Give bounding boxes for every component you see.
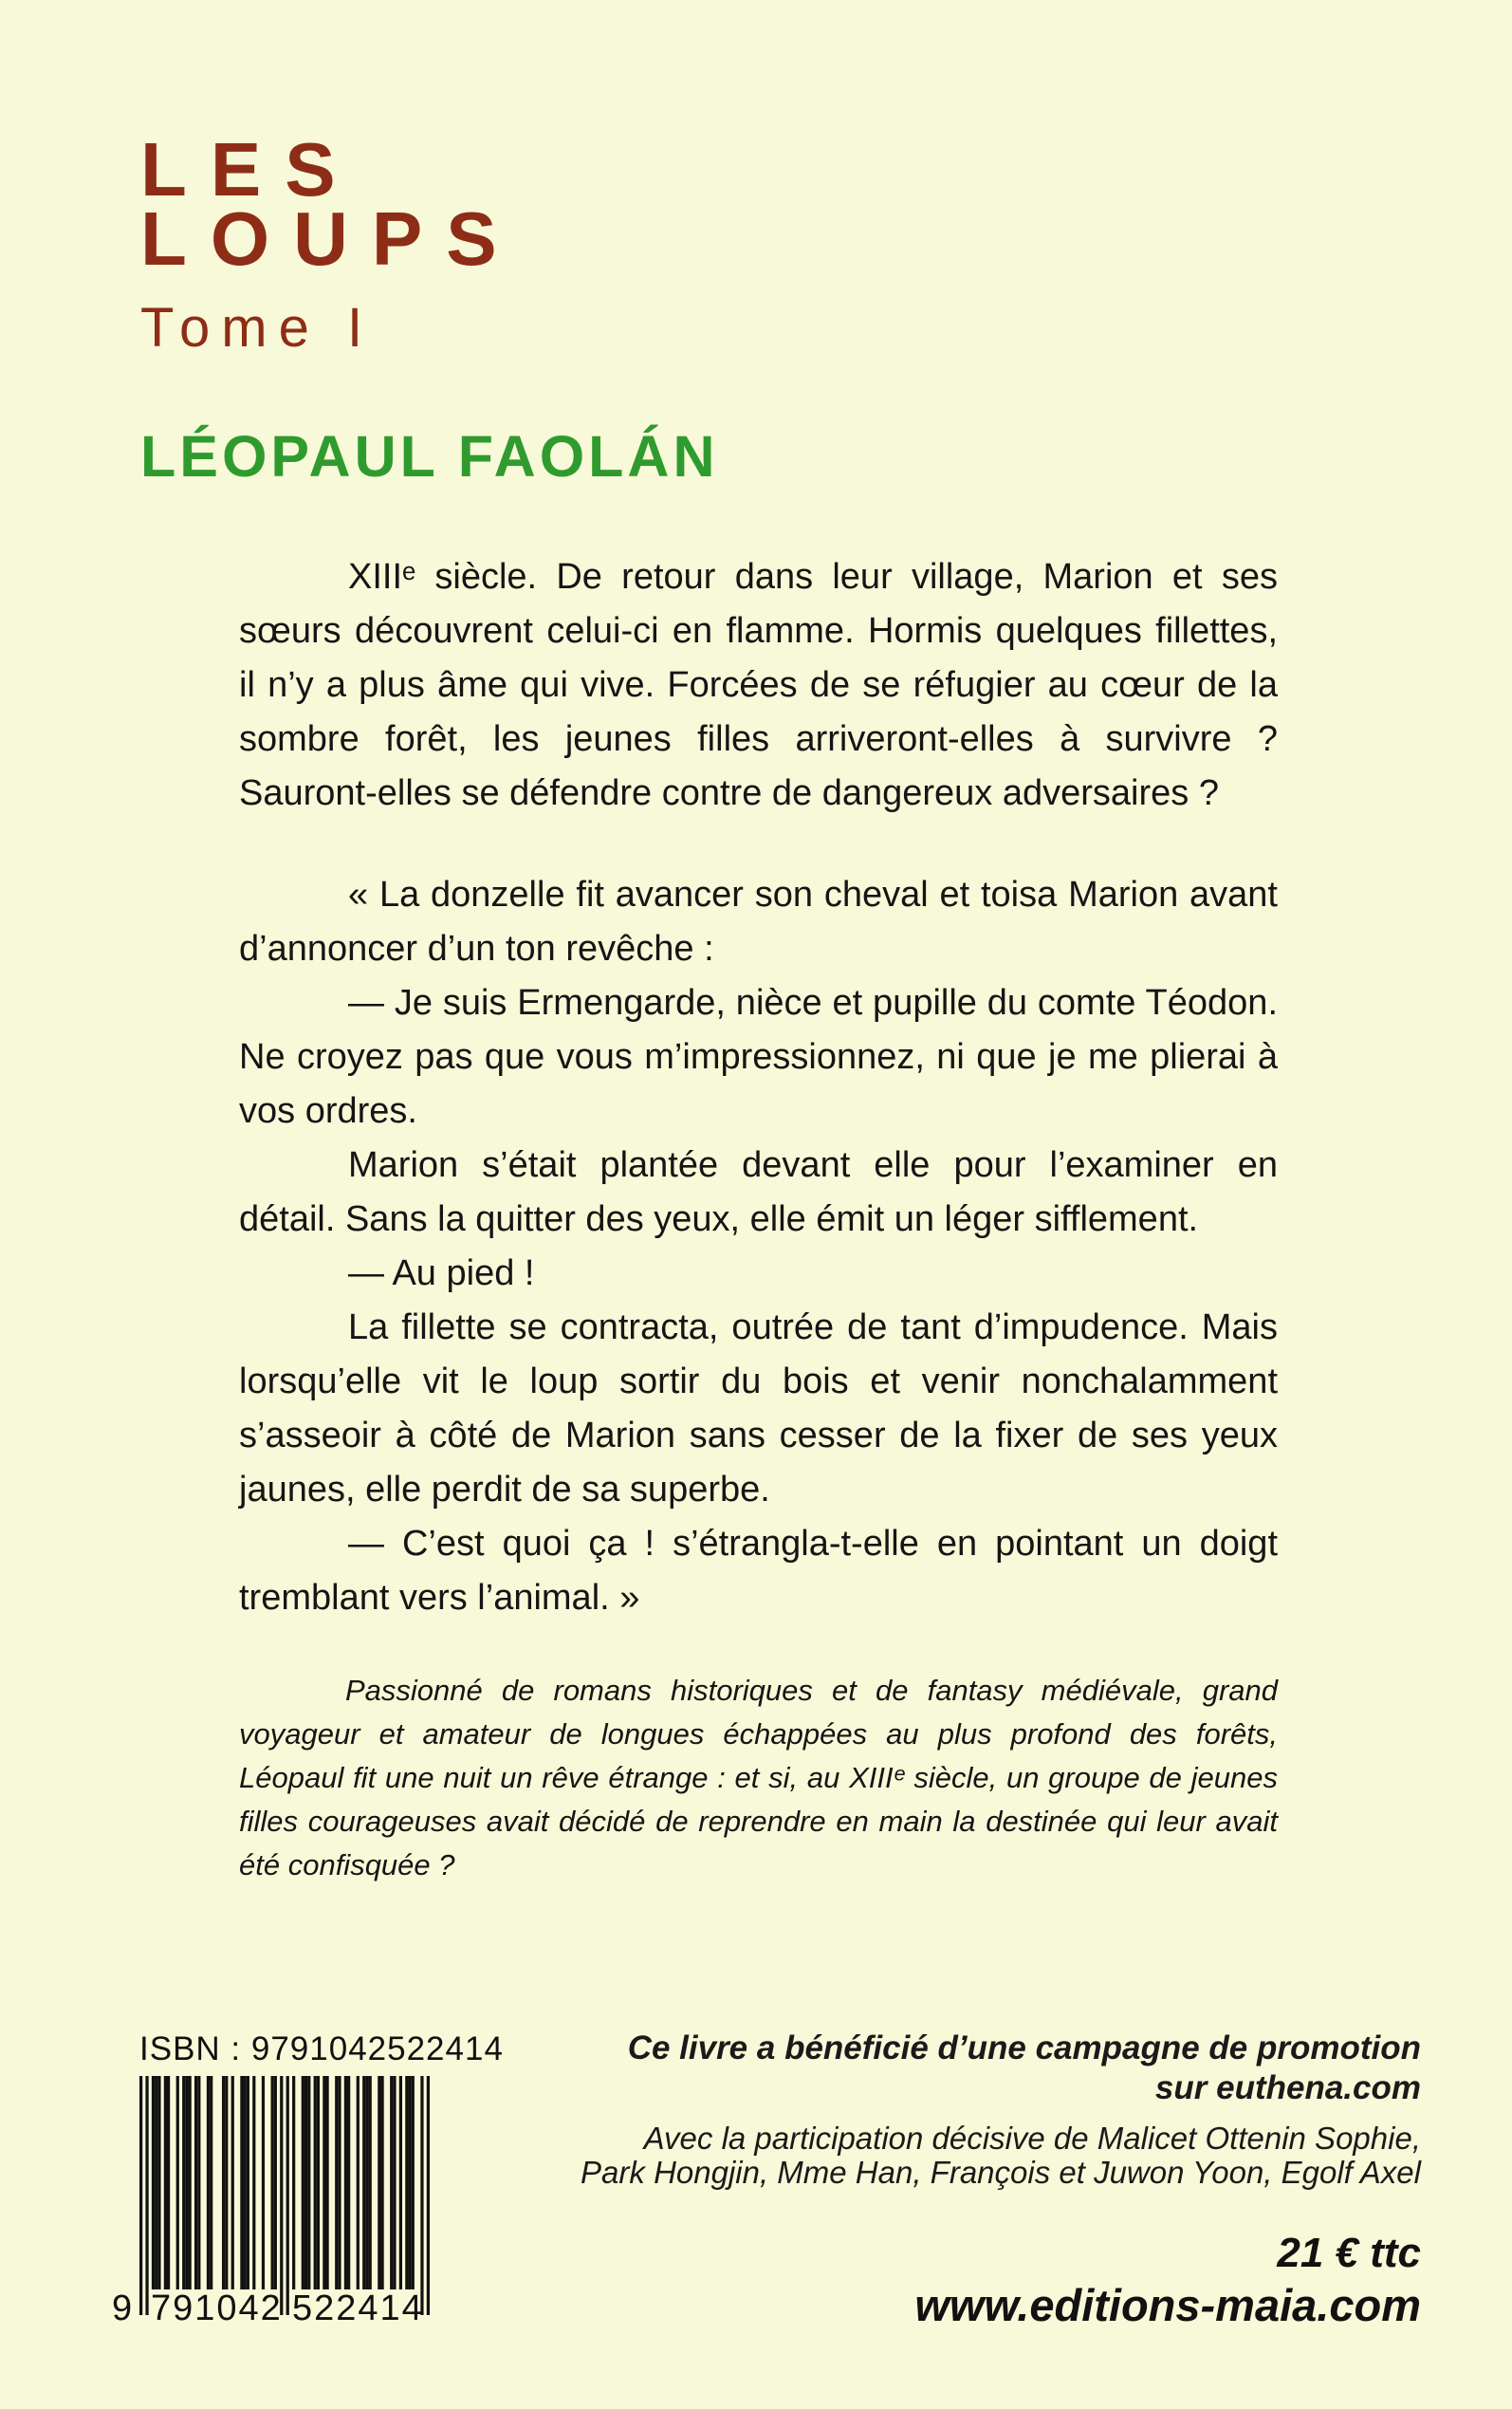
paragraph: XIIIᵉ siècle. De retour dans leur village, Marion et ses sœurs découvrent celui-ci en flamme. Hormis quelques fillettes, il n’y a plus âme qui vive. Forcées de se réfugier au cœur de la sombre forêt, les jeunes filles arriveront-elles à survivre ? Sauront-elles se défendre contre de dangereux adversaires ? bbox=[239, 557, 1278, 813]
book-title-line1: LES bbox=[140, 127, 360, 212]
book-title bbox=[140, 127, 521, 281]
promotion-block bbox=[581, 2029, 1421, 2190]
barcode-digit-group: 791042 bbox=[151, 2289, 283, 2328]
book-title-line2: LOUPS bbox=[140, 196, 521, 281]
paragraph: — Je suis Ermengarde, nièce et pupille du comte Téodon. Ne croyez pas que vous m’impressionnez, ni que je me plierai à vos ordres. bbox=[239, 983, 1278, 1131]
paragraph: La fillette se contracta, outrée de tant d’impudence. Mais lorsqu’elle vit le loup sortir du bois et venir nonchalamment s’asseoir à côté de Marion sans cesser de la fixer de ses yeux jaunes, elle perdit de sa superbe. bbox=[239, 1307, 1278, 1510]
volume-subtitle: Tome I bbox=[140, 297, 375, 359]
participation-line2: Park Hongjin, Mme Han, François et Juwon Yoon, Egolf Axel bbox=[581, 2155, 1421, 2190]
barcode-digit-group: 522414 bbox=[292, 2289, 424, 2328]
barcode-bars bbox=[139, 2076, 430, 2315]
synopsis-section bbox=[239, 550, 1278, 821]
author-name: LÉOPAUL FAOLÁN bbox=[140, 424, 719, 489]
price-website-block bbox=[914, 2232, 1421, 2330]
author-bio-section bbox=[239, 1669, 1278, 1887]
promotion-line2: sur euthena.com bbox=[1154, 2069, 1421, 2106]
promotion-line1: Ce livre a bénéficié d’une campagne de promotion bbox=[627, 2029, 1421, 2066]
excerpt-section bbox=[239, 868, 1278, 1625]
participation-text bbox=[581, 2122, 1421, 2190]
paragraph: « La donzelle fit avancer son cheval et toisa Marion avant d’annoncer d’un ton revêche : bbox=[239, 875, 1278, 969]
price: 21 € ttc bbox=[1277, 2230, 1421, 2276]
publisher-website: www.editions-maia.com bbox=[914, 2280, 1421, 2330]
promotion-text bbox=[581, 2029, 1421, 2108]
barcode-digit-group: 9 bbox=[112, 2289, 133, 2328]
isbn-label: ISBN : 9791042522414 bbox=[139, 2030, 504, 2067]
back-cover-text-column bbox=[239, 550, 1278, 1887]
barcode-digits bbox=[112, 2289, 430, 2328]
paragraph: — C’est quoi ça ! s’étrangla-t-elle en pointant un doigt tremblant vers l’animal. » bbox=[239, 1524, 1278, 1618]
paragraph: Marion s’était plantée devant elle pour l’examiner en détail. Sans la quitter des yeux, elle émit un léger sifflement. bbox=[239, 1145, 1278, 1239]
paragraph: — Au pied ! bbox=[348, 1253, 535, 1293]
paragraph: Passionné de romans historiques et de fantasy médiévale, grand voyageur et amateur de longues échappées au plus profond des forêts, Léopaul fit une nuit un rêve étrange : et si, au XIIIᵉ siècle, un groupe de jeunes filles courageuses avait décidé de reprendre en main la destinée qui leur avait été confisquée ? bbox=[239, 1674, 1278, 1881]
ean13-barcode bbox=[112, 2076, 430, 2328]
participation-line1: Avec la participation décisive de Malicet Ottenin Sophie, bbox=[643, 2121, 1421, 2156]
